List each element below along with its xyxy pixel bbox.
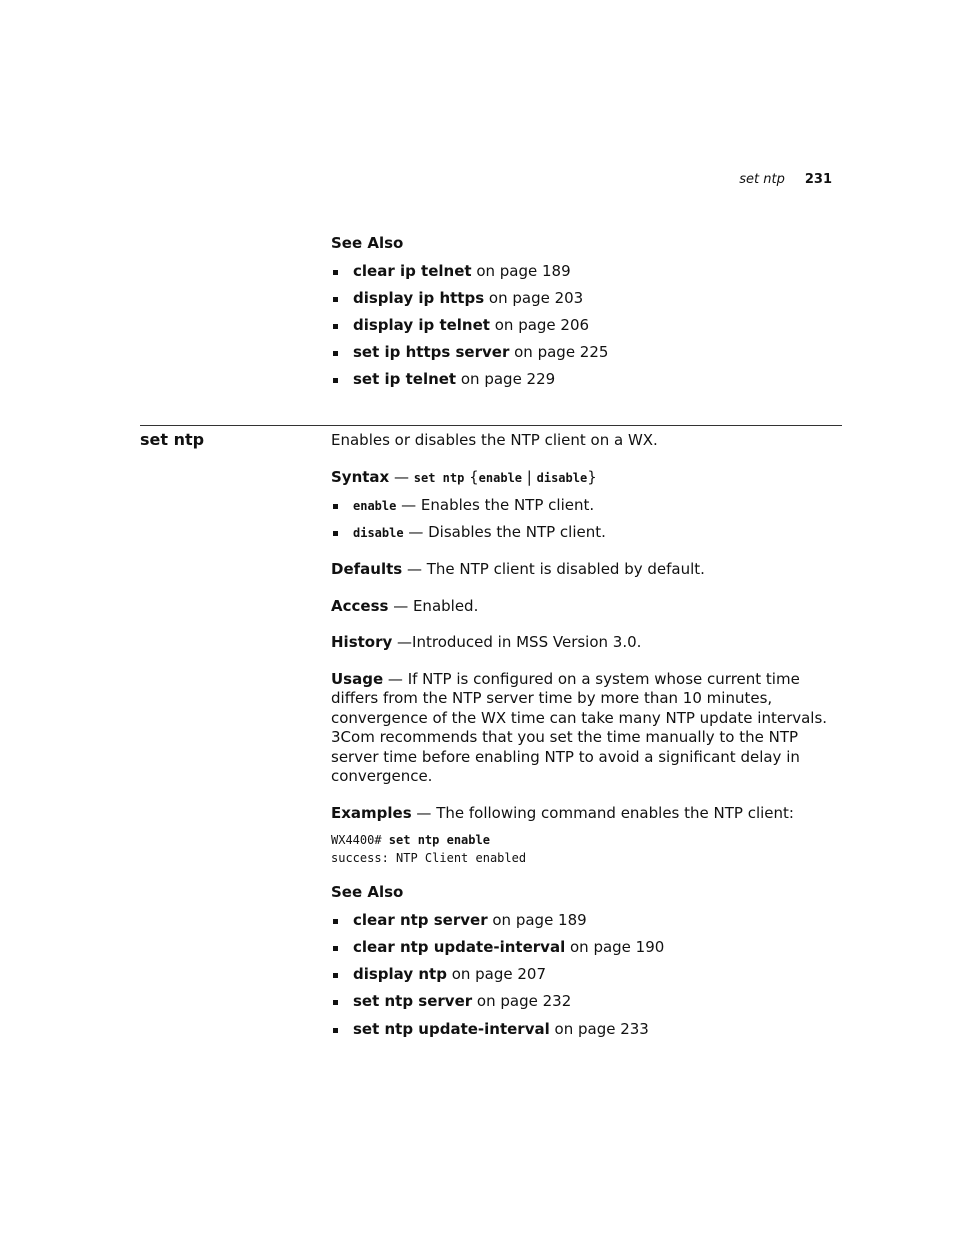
syntax-command: set ntp <box>413 470 465 485</box>
usage-text: — If NTP is configured on a system whose current time differs from the NTP server time by more than 10 minutes, convergence of the WX time can take many NTP update intervals. 3Com recommends that you set the time manually to the NTP server time before enabling NTP to avoid a significant delay in convergence. <box>331 669 828 786</box>
usage-label: Usage <box>331 669 384 688</box>
xref-command[interactable]: display ip https <box>353 288 485 307</box>
xref-command[interactable]: set ip telnet <box>353 370 457 389</box>
usage-paragraph <box>331 670 843 787</box>
xref-page: on page 189 <box>471 261 571 280</box>
list-item[interactable] <box>331 370 843 397</box>
header-section-title: set ntp <box>739 172 785 187</box>
page-number: 231 <box>804 172 832 187</box>
syntax-brace-close: } <box>587 467 597 486</box>
history-text: —Introduced in MSS Version 3.0. <box>392 633 642 652</box>
param-desc: — Enables the NTP client. <box>396 496 595 514</box>
list-item <box>331 496 843 523</box>
defaults-text: — The NTP client is disabled by default. <box>402 560 705 579</box>
xref-command[interactable]: set ntp update-interval <box>353 1019 550 1038</box>
see-also-heading: See Also <box>331 883 404 902</box>
syntax-line <box>331 468 843 489</box>
defaults-label: Defaults <box>331 560 403 579</box>
examples-paragraph <box>331 804 843 824</box>
syntax-option-enable: enable <box>478 470 523 485</box>
see-also-list <box>331 911 843 1047</box>
xref-command[interactable]: set ip https server <box>353 343 510 362</box>
xref-command[interactable]: set ntp server <box>353 992 473 1011</box>
code-line-output: success: NTP Client enabled <box>331 851 527 866</box>
see-also-list <box>331 262 843 398</box>
xref-page: on page 232 <box>472 992 572 1011</box>
see-also-top <box>331 234 843 397</box>
access-label: Access <box>331 596 389 615</box>
xref-command[interactable]: clear ntp server <box>353 910 488 929</box>
section-divider <box>140 425 842 426</box>
defaults-paragraph <box>331 560 843 580</box>
list-item[interactable] <box>331 992 843 1019</box>
command-body <box>331 431 843 1047</box>
xref-page: on page 206 <box>489 315 590 334</box>
syntax-brace-open: { <box>464 467 479 486</box>
syntax-sep: — <box>389 467 414 486</box>
history-label: History <box>331 633 393 652</box>
examples-text: — The following command enables the NTP client: <box>411 803 794 822</box>
code-prompt: WX4400# <box>331 833 389 848</box>
xref-page: on page 229 <box>456 370 556 389</box>
syntax-option-disable: disable <box>536 470 588 485</box>
syntax-pipe: | <box>522 467 537 486</box>
code-line-command <box>331 831 843 849</box>
xref-command[interactable]: clear ntp update-interval <box>353 938 566 957</box>
list-item[interactable] <box>331 911 843 938</box>
access-text: — Enabled. <box>388 596 479 615</box>
xref-command[interactable]: clear ip telnet <box>353 261 472 280</box>
list-item[interactable] <box>331 289 843 316</box>
command-title: set ntp <box>140 430 205 449</box>
xref-page: on page 225 <box>509 343 609 362</box>
list-item[interactable] <box>331 965 843 992</box>
xref-page: on page 190 <box>565 938 665 957</box>
param-name: enable <box>353 499 397 513</box>
xref-page: on page 233 <box>549 1019 649 1038</box>
xref-page: on page 203 <box>484 288 584 307</box>
code-command: set ntp enable <box>388 833 490 848</box>
examples-label: Examples <box>331 803 412 822</box>
list-item <box>331 523 843 550</box>
access-paragraph <box>331 597 843 617</box>
running-header <box>739 172 832 187</box>
command-description: Enables or disables the NTP client on a WX. <box>331 431 658 449</box>
list-item[interactable] <box>331 938 843 965</box>
history-paragraph <box>331 633 843 653</box>
list-item[interactable] <box>331 343 843 370</box>
xref-command[interactable]: display ip telnet <box>353 315 490 334</box>
xref-page: on page 189 <box>487 910 587 929</box>
list-item[interactable] <box>331 1020 843 1047</box>
parameter-list <box>331 496 843 550</box>
param-name: disable <box>353 526 404 541</box>
list-item[interactable] <box>331 316 843 343</box>
list-item[interactable] <box>331 262 843 289</box>
syntax-label: Syntax <box>331 467 390 486</box>
xref-command[interactable]: display ntp <box>353 965 447 984</box>
xref-page: on page 207 <box>446 965 547 984</box>
code-example <box>331 831 843 867</box>
param-desc: — Disables the NTP client. <box>403 523 606 542</box>
see-also-heading: See Also <box>331 234 404 252</box>
